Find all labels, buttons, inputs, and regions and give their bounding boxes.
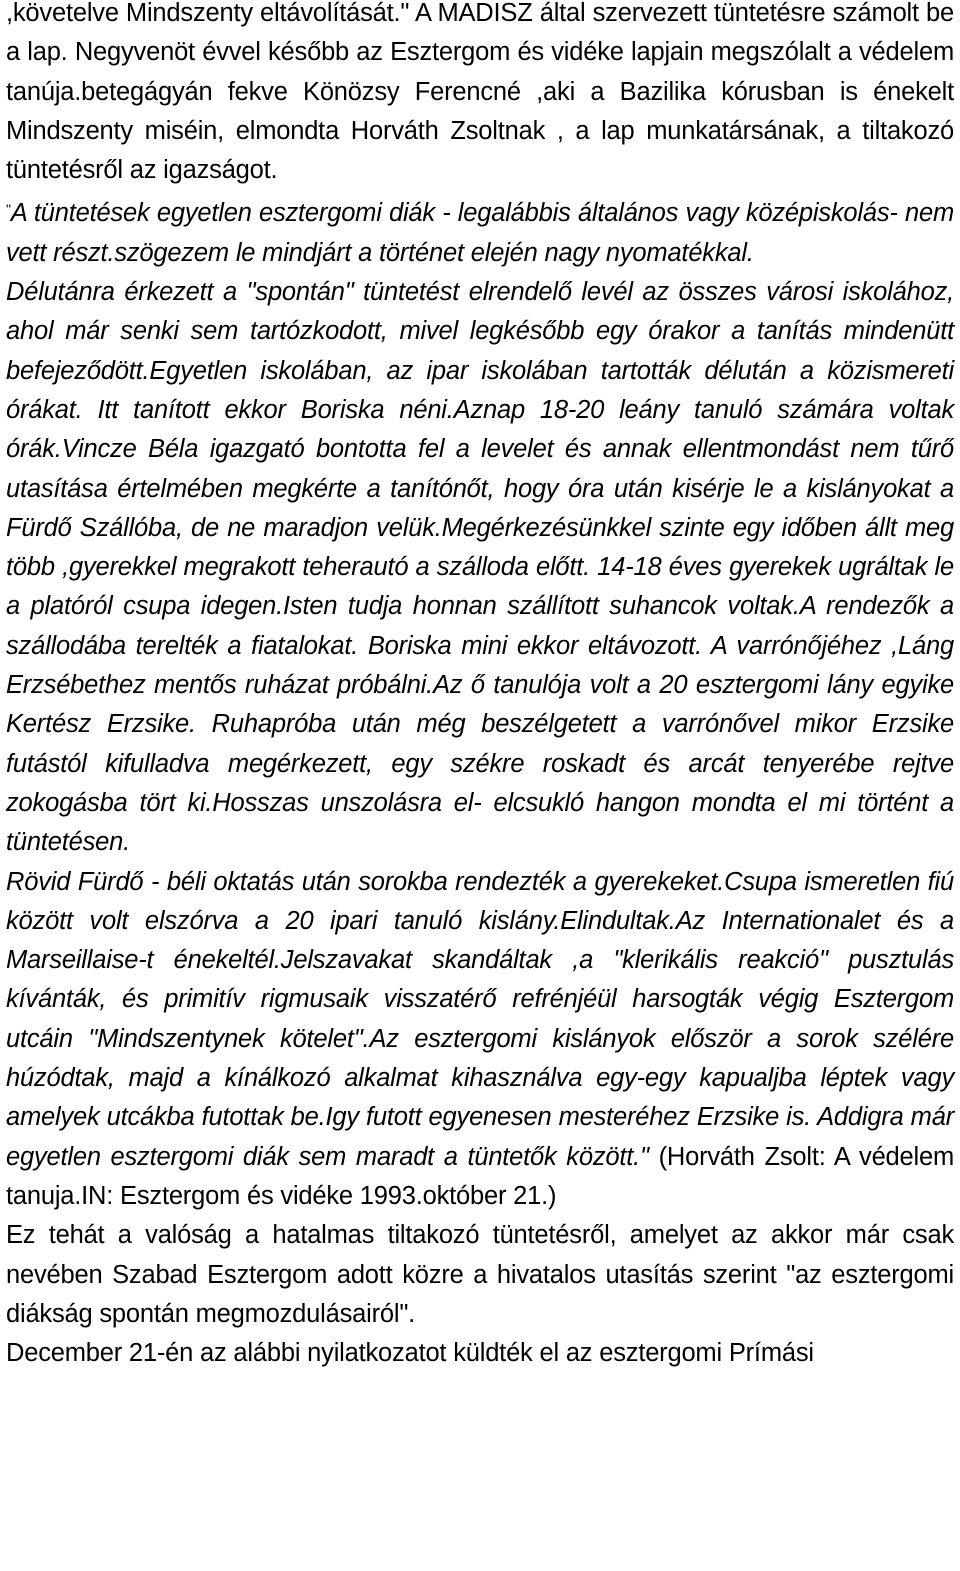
quote-text-1: A tüntetések egyetlen esztergomi diák - legalábbis általános vagy középiskolás- nem vett részt.szögezem le mindjárt a történet elején nagy nyomatékkal. — [6, 199, 954, 267]
opening-quote-mark: " — [6, 201, 11, 218]
conclusion-paragraph: Ez tehát a valóság a hatalmas tiltakozó tüntetésről, amelyet az akkor már csak nevében Szabad Esztergom adott közre a hivatalos utasítás szerint "az esztergomi diákság spontán megmozdulásairól". — [6, 1221, 954, 1328]
quote-paragraph-3 — [6, 863, 954, 1217]
intro-paragraph: ,követelve Mindszenty eltávolítását." A MADISZ által szervezett tüntetésre számolt be a lap. Negyvenöt évvel később az Esztergom és vidéke lapjain megszólalt a védelem tanúja.betegágyán fekve Könözsy Ferencné ,aki a Bazilika kórusban is énekelt Mindszenty miséin, elmondta Horváth Zsoltnak , a lap munkatársának, a tiltakozó tüntetésről az igazságot. — [6, 0, 954, 185]
final-line: December 21-én az alábbi nyilatkozatot küldték el az esztergomi Prímási — [6, 1339, 814, 1368]
quote-paragraph-2: Délutánra érkezett a "spontán" tüntetést elrendelő levél az összes városi iskolához, ahol már senki sem tartózkodott, mivel legkésőbb egy órakor a tanítás mindenütt befejeződött.Egyetlen iskolában, az ipar iskolában tartották délután a közismereti órákat. Itt tanított ekkor Boriska néni.Aznap 18-20 leány tanuló számára voltak órák.Vincze Béla igazgató bontotta fel a levelet és annak ellentmondást nem tűrő utasítása értelmében megkérte a tanítónőt, hogy óra után kisérje le a kislányokat a Fürdő Szállóba, de ne maradjon velük.Megérkezésünkkel szinte egy időben állt meg több ,gyerekkel megrakott teherautó a szálloda előtt. 14-18 éves gyerekek ugráltak le a platóról csupa idegen.Isten tudja honnan szállított suhancok voltak.A rendezők a szállodába terelték a fiatalokat. Boriska mini ekkor eltávozott. A varrónőjéhez ,Láng Erzsébethez mentős ruházat próbálni.Az ő tanulója volt a 20 esztergomi lány egyike Kertész Erzsike. Ruhapróba után még beszélgetett a varrónővel mikor Erzsike futástól kifulladva megérkezett, egy székre roskadt és arcát tenyerébe rejtve zokogásba tört ki.Hosszas unszolásra el- elcsukló hangon mondta el mi történt a tüntetésen. — [6, 278, 954, 857]
document-page — [6, 0, 954, 1373]
quote-paragraph-1 — [6, 190, 954, 273]
quote-text-3: Rövid Fürdő - béli oktatás után sorokba rendezték a gyerekeket.Csupa ismeretlen fiú között volt elszórva a 20 ipari tanuló kislány.Elindultak.Az Internationalet és a Marseillaise-t énekeltél.Jelszavakat skandáltak ,a "klerikális reakció" pusztulás kívánták, és primitív rigmusaik visszatérő refrénjéül harsogták végig Esztergom utcáin "Mindszentynek kötelet".Az esztergomi kislányok először a sorok szélére húzódtak, majd a kínálkozó alkalmat kihasználva egy-egy kapualjba léptek vagy amelyek utcákba futottak be.Igy futott egyenesen mesteréhez Erzsike is. Addigra már egyetlen esztergomi diák sem maradt a tüntetők között." — [6, 867, 954, 1171]
citation: (Horváth Zsolt: A védelem tanuja.IN: Esztergom és vidéke 1993.október 21.) — [6, 1142, 954, 1210]
